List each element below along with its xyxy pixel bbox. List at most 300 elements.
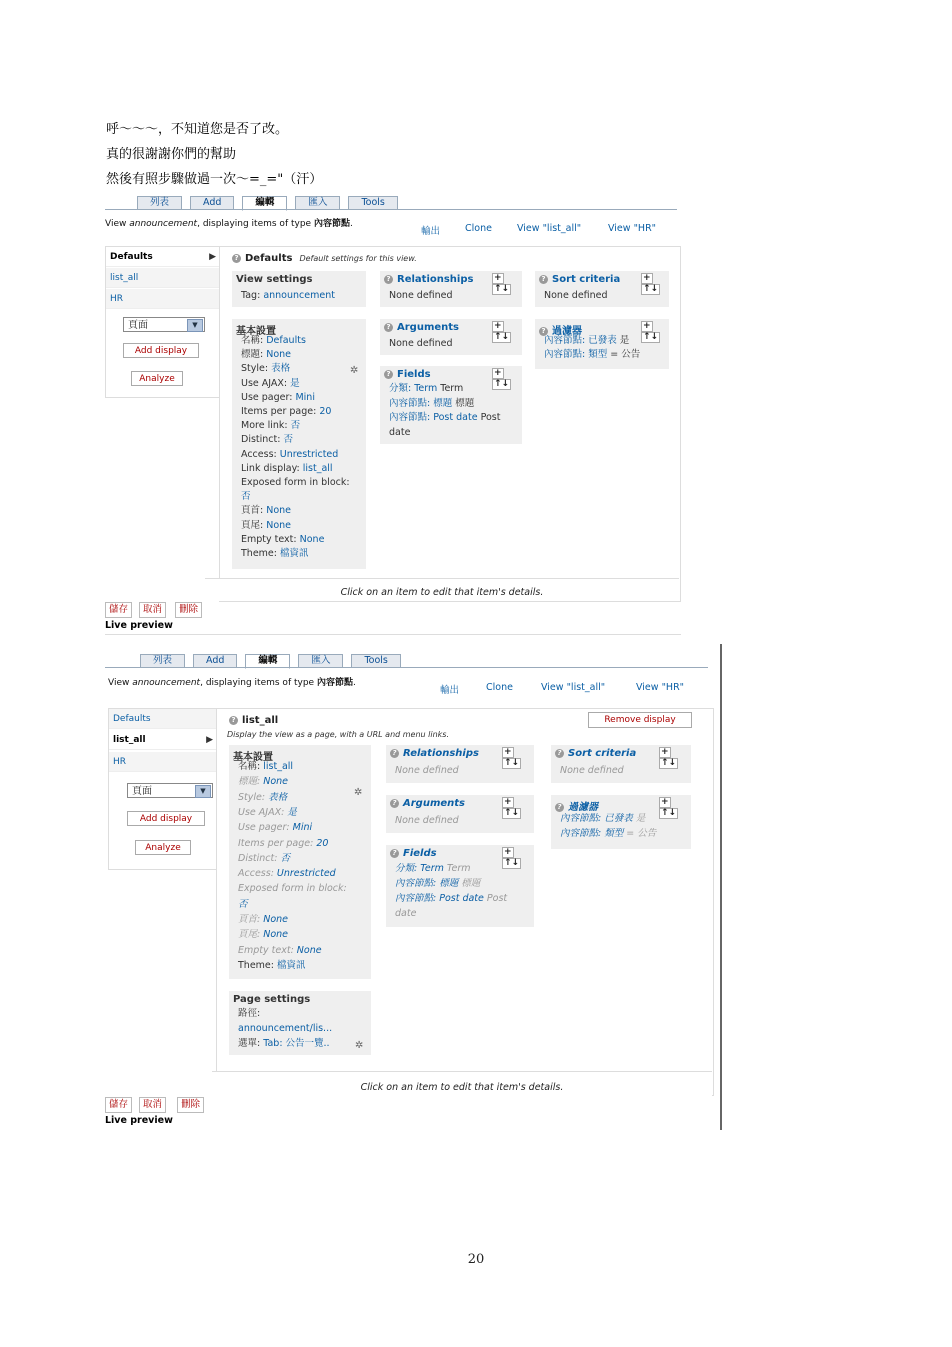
setting-label: Exposed form in block: (241, 477, 350, 488)
setting-label: Style: (238, 791, 269, 803)
setting-row[interactable] (238, 852, 290, 866)
gear-icon[interactable]: ✲ (354, 787, 363, 798)
setting-row[interactable] (395, 907, 416, 921)
view-list-all-link[interactable]: View "list_all" (541, 682, 606, 693)
setting-label: Term (437, 383, 464, 394)
setting-value[interactable]: 內容節點: 類型 (560, 828, 624, 839)
panel-title-text: list_all (242, 715, 279, 726)
add-icon[interactable]: + (643, 321, 651, 331)
setting-value[interactable]: 表格 (268, 791, 288, 803)
rearrange-icon[interactable]: ↑↓ (494, 379, 510, 389)
live-preview-label: Live preview (105, 620, 173, 631)
page-settings-box (229, 991, 371, 1055)
sort-criteria-label: Sort criteria (552, 274, 621, 285)
tab-add[interactable]: Add (190, 196, 234, 210)
setting-value[interactable]: 否 (283, 434, 293, 446)
setting-label: Term (443, 863, 471, 874)
display-type-select[interactable] (127, 783, 213, 798)
help-icon: ? (539, 327, 548, 336)
setting-row[interactable] (241, 504, 291, 518)
setting-label: 頁首: (241, 505, 267, 517)
setting-row[interactable] (544, 348, 640, 362)
screenshot-2 (105, 654, 715, 1132)
sort-criteria-box (551, 745, 691, 783)
setting-value[interactable]: 20 (316, 837, 329, 849)
footer-hint: Click on an item to edit that item's details. (340, 587, 544, 598)
relationships-title[interactable] (390, 748, 479, 759)
analyze-button[interactable]: Analyze (131, 371, 183, 386)
tab-edit[interactable]: 編輯 (245, 654, 290, 669)
setting-row[interactable] (238, 867, 336, 881)
sidebar-item-label: Defaults (110, 252, 153, 262)
setting-value[interactable]: 20 (319, 406, 332, 417)
path-value-text[interactable]: announcement/lis... (238, 1023, 333, 1034)
setting-value[interactable]: 內容節點: 已發表 (560, 813, 633, 824)
arguments-label: Arguments (397, 322, 460, 333)
delete-button[interactable]: 刪除 (175, 602, 202, 618)
defaults-panel (219, 246, 681, 602)
setting-label: 頁尾: (241, 519, 267, 531)
setting-value[interactable]: list_all (302, 462, 333, 474)
clone-link[interactable]: Clone (486, 682, 513, 693)
path-value[interactable] (238, 1022, 332, 1036)
meta-view-name: announcement (132, 678, 201, 688)
add-icon[interactable]: + (661, 797, 669, 807)
setting-label: Use pager: (241, 391, 296, 403)
setting-label: Use pager: (238, 822, 293, 834)
filters-title[interactable] (555, 798, 598, 813)
panel-description: Default settings for this view. (299, 254, 417, 263)
help-icon: ? (384, 370, 393, 379)
setting-row[interactable] (238, 760, 293, 774)
add-rearrange-controls[interactable] (639, 273, 669, 295)
setting-label: Access: (241, 448, 280, 460)
basic-settings-title: 基本設置 (236, 326, 276, 337)
setting-row[interactable] (241, 490, 251, 504)
tag-row[interactable] (241, 289, 335, 303)
tab-underline (105, 667, 708, 668)
arrow-right-icon: ▶ (206, 735, 213, 745)
add-icon[interactable]: + (504, 797, 512, 807)
setting-label: date (395, 908, 417, 919)
path-label: 路徑: (238, 1008, 261, 1019)
setting-row[interactable] (238, 882, 347, 896)
meta-node-type: 內容節點 (316, 678, 353, 688)
filters-box (535, 319, 669, 369)
add-icon[interactable]: + (504, 747, 512, 757)
setting-value[interactable]: 否 (238, 898, 248, 910)
fields-title[interactable] (390, 848, 437, 859)
view-settings-title: View settings (236, 274, 313, 285)
rearrange-icon[interactable]: ↑↓ (504, 758, 520, 768)
help-icon: ? (555, 803, 564, 812)
setting-row[interactable] (238, 775, 288, 789)
meta-end: . (349, 219, 353, 229)
setting-row[interactable] (241, 547, 309, 561)
setting-label: More link: (241, 420, 291, 432)
tag-value[interactable]: announcement (263, 290, 335, 301)
arguments-label: Arguments (403, 798, 466, 809)
arguments-box (386, 795, 534, 833)
setting-row[interactable] (241, 348, 291, 362)
setting-label: Use AJAX: (241, 377, 291, 389)
gear-icon[interactable]: ✲ (355, 1040, 364, 1051)
panel-title (229, 715, 278, 726)
view-hr-link[interactable]: View "HR" (608, 223, 657, 234)
add-icon[interactable]: + (661, 747, 669, 757)
help-icon: ? (384, 275, 393, 284)
setting-row[interactable] (560, 812, 645, 826)
menu-row[interactable] (238, 1037, 330, 1051)
setting-value[interactable]: None (266, 519, 292, 531)
setting-row[interactable] (238, 959, 306, 973)
filters-label: 過濾器 (568, 802, 598, 813)
setting-row[interactable] (238, 928, 288, 942)
add-rearrange-controls[interactable] (490, 321, 522, 343)
setting-label: Access: (238, 868, 277, 880)
rearrange-icon[interactable]: ↑↓ (643, 284, 659, 294)
delete-button[interactable]: 刪除 (177, 1097, 204, 1113)
clone-link[interactable]: Clone (465, 223, 492, 234)
setting-row[interactable] (389, 397, 474, 411)
add-rearrange-controls[interactable] (657, 747, 691, 769)
setting-row[interactable] (238, 944, 322, 958)
arguments-title[interactable] (390, 798, 465, 809)
setting-row[interactable] (241, 377, 300, 391)
menu-label: 選單: (238, 1038, 264, 1049)
help-icon: ? (384, 323, 393, 332)
sort-criteria-box (535, 271, 669, 307)
setting-value[interactable]: 內容節點: Post date (395, 893, 484, 904)
meta-prefix: View (108, 678, 133, 688)
panel-title (232, 253, 417, 264)
relationships-body: None defined (395, 765, 459, 776)
fields-label: Fields (403, 848, 437, 859)
panel-footer (205, 578, 679, 601)
setting-value[interactable]: None (263, 776, 289, 788)
fields-title[interactable] (384, 369, 431, 380)
tab-add[interactable]: Add (193, 654, 237, 668)
setting-value[interactable]: None (266, 349, 292, 361)
setting-label: Distinct: (241, 434, 284, 446)
add-icon[interactable]: + (494, 273, 502, 283)
filters-box (551, 795, 691, 849)
rearrange-icon[interactable]: ↑↓ (504, 858, 520, 868)
setting-label: 頁首: (238, 914, 264, 925)
setting-row[interactable] (241, 462, 333, 476)
footer-hint: Click on an item to edit that item's details. (360, 1082, 564, 1093)
rearrange-icon[interactable]: ↑↓ (643, 332, 659, 342)
add-rearrange-controls[interactable] (490, 273, 522, 295)
display-type-value: 頁面 (132, 786, 152, 797)
view-list-all-link[interactable]: View "list_all" (517, 223, 582, 234)
rearrange-icon[interactable]: ↑↓ (494, 332, 510, 342)
filters-label: 過濾器 (552, 326, 582, 337)
panel-footer (212, 1071, 712, 1096)
help-icon: ? (539, 275, 548, 284)
sort-criteria-body: None defined (544, 290, 608, 301)
setting-label: Empty text: (238, 944, 297, 956)
setting-row[interactable] (241, 519, 291, 533)
setting-row[interactable] (238, 837, 328, 851)
setting-label: 頁尾: (238, 929, 264, 941)
setting-row[interactable] (395, 877, 480, 891)
setting-value[interactable]: None (263, 914, 289, 925)
setting-label: Link display: (241, 462, 303, 474)
setting-label: Use AJAX: (238, 806, 288, 818)
setting-label: Distinct: (238, 852, 281, 864)
tab-import[interactable]: 匯入 (298, 654, 343, 668)
gear-icon[interactable]: ✲ (350, 365, 359, 376)
page-number: 20 (467, 1252, 485, 1267)
display-sidebar (105, 246, 220, 398)
sort-criteria-body: None defined (560, 765, 624, 776)
tab-import[interactable]: 匯入 (295, 196, 340, 210)
add-display-button[interactable]: Add display (123, 343, 199, 358)
setting-label: Theme: (241, 548, 280, 559)
relationships-box (380, 271, 522, 307)
setting-row[interactable] (241, 391, 315, 405)
arguments-body: None defined (395, 815, 459, 826)
meta-node-type: 內容節點 (313, 219, 350, 229)
setting-row[interactable] (389, 411, 500, 425)
setting-value[interactable]: Mini (292, 822, 313, 834)
add-icon[interactable]: + (494, 368, 502, 378)
setting-value[interactable]: 內容節點: Post date (389, 412, 478, 423)
setting-row[interactable] (238, 913, 288, 927)
setting-value[interactable]: 是 (287, 806, 297, 818)
sort-criteria-title[interactable] (555, 748, 636, 759)
setting-label: = 公告 (623, 828, 657, 839)
divider (105, 634, 681, 635)
arguments-title[interactable] (384, 322, 459, 333)
intro-line-2: 真的很謝謝你們的幫助 (106, 147, 237, 162)
intro-line-3: 然後有照步驟做過一次～=_="（汗） (106, 172, 323, 187)
screenshot-1 (105, 196, 685, 636)
setting-value[interactable]: 否 (241, 491, 251, 503)
list-all-panel (216, 708, 714, 1096)
relationships-title[interactable] (384, 274, 473, 285)
setting-row[interactable] (389, 426, 410, 440)
setting-row[interactable] (241, 448, 338, 462)
rearrange-icon[interactable]: ↑↓ (661, 808, 677, 818)
setting-value[interactable]: 是 (290, 377, 300, 389)
tab-tools[interactable]: Tools (348, 196, 397, 210)
sidebar-item-defaults[interactable] (106, 247, 220, 267)
view-description (108, 678, 393, 689)
sidebar-item-list-all[interactable]: list_all (106, 268, 220, 288)
help-icon: ? (390, 799, 399, 808)
setting-label: 標題: (238, 776, 264, 788)
setting-value[interactable]: Defaults (266, 335, 306, 346)
setting-value[interactable]: 內容節點: 標題 (395, 878, 459, 889)
tab-list[interactable]: 列表 (137, 196, 182, 210)
tab-bar (137, 196, 406, 210)
help-icon: ? (232, 254, 241, 263)
meta-end: . (352, 678, 356, 688)
arguments-body: None defined (389, 338, 453, 349)
analyze-button[interactable]: Analyze (135, 840, 191, 855)
setting-label: Items per page: (241, 406, 320, 417)
meta-view-name: announcement (129, 219, 198, 229)
setting-value[interactable]: None (266, 505, 292, 517)
save-button[interactable]: 儲存 (105, 1097, 132, 1113)
tag-label: Tag: (241, 290, 264, 301)
setting-value[interactable]: None (263, 929, 289, 941)
cancel-button[interactable]: 取消 (139, 602, 166, 618)
add-rearrange-controls[interactable] (490, 368, 522, 390)
setting-row[interactable] (395, 892, 507, 906)
display-sidebar (108, 708, 217, 870)
setting-label: 是 (632, 813, 646, 824)
setting-row[interactable] (241, 334, 306, 348)
meta-mid: , displaying items of type (200, 678, 317, 688)
setting-value[interactable]: list_all (263, 761, 294, 772)
help-icon: ? (390, 849, 399, 858)
setting-value[interactable]: 否 (280, 852, 290, 864)
setting-value[interactable]: 分類: Term (389, 383, 438, 394)
basic-settings-box (232, 319, 366, 569)
remove-display-button[interactable]: Remove display (588, 712, 692, 728)
setting-row[interactable] (238, 898, 248, 912)
scrollbar-edge (720, 644, 722, 1130)
setting-row[interactable] (238, 821, 312, 835)
setting-value[interactable]: 否 (290, 420, 301, 432)
setting-row[interactable] (241, 476, 350, 490)
setting-value[interactable]: 分類: Term (395, 863, 444, 874)
setting-row[interactable] (389, 382, 463, 396)
rearrange-icon[interactable]: ↑↓ (504, 808, 520, 818)
setting-row[interactable] (395, 862, 471, 876)
chevron-down-icon: ▼ (195, 785, 211, 798)
add-icon[interactable]: + (494, 321, 502, 331)
setting-label: Theme: (238, 959, 277, 971)
sort-criteria-title[interactable] (539, 274, 620, 285)
display-type-select[interactable] (123, 317, 205, 332)
setting-label: 名稱: (241, 335, 267, 346)
page-settings-title: Page settings (233, 994, 311, 1005)
help-icon: ? (229, 716, 238, 725)
fields-label: Fields (397, 369, 431, 380)
fields-box (380, 366, 522, 444)
setting-row[interactable] (241, 405, 331, 419)
meta-mid: , displaying items of type (197, 219, 314, 229)
tab-bar (140, 654, 409, 668)
setting-value[interactable]: Mini (295, 391, 315, 403)
add-rearrange-controls[interactable] (639, 321, 669, 343)
panel-description: Display the view as a page, with a URL and menu links. (227, 730, 450, 739)
setting-row[interactable] (241, 362, 290, 376)
setting-row[interactable] (238, 806, 297, 820)
setting-label: 是 (616, 335, 630, 346)
view-hr-link[interactable]: View "HR" (636, 682, 685, 693)
chevron-down-icon: ▼ (187, 319, 203, 332)
setting-value[interactable]: 檔資訊 (277, 959, 306, 971)
rearrange-icon[interactable]: ↑↓ (661, 758, 677, 768)
sort-criteria-label: Sort criteria (568, 748, 637, 759)
sidebar-item-list-all[interactable] (109, 730, 217, 750)
setting-value[interactable]: 表格 (271, 363, 291, 375)
live-preview-label: Live preview (105, 1115, 173, 1126)
add-rearrange-controls[interactable] (500, 747, 534, 769)
setting-value[interactable]: 內容節點: 標題 (389, 397, 453, 409)
view-description (105, 219, 375, 230)
view-settings-box (232, 271, 366, 307)
tab-edit[interactable]: 編輯 (242, 196, 287, 211)
setting-label: Style: (241, 363, 272, 375)
setting-row[interactable] (544, 334, 629, 348)
arrow-right-icon: ▶ (209, 252, 216, 262)
setting-label: Post (477, 412, 501, 423)
add-rearrange-controls[interactable] (500, 847, 534, 869)
basic-settings-box (229, 745, 371, 979)
sidebar-item-hr[interactable]: HR (106, 289, 220, 309)
menu-value[interactable]: Tab: 公告一覽.. (263, 1038, 330, 1049)
setting-value[interactable]: None (299, 533, 325, 545)
setting-value[interactable]: Unrestricted (279, 448, 339, 460)
setting-label: date (389, 426, 411, 438)
setting-value[interactable]: 內容節點: 類型 (544, 349, 608, 360)
relationships-body: None defined (389, 290, 453, 301)
help-icon: ? (555, 749, 564, 758)
setting-label: Exposed form in block: (238, 883, 347, 895)
setting-label: 名稱: (238, 761, 264, 772)
setting-value[interactable]: 檔資訊 (280, 548, 309, 559)
display-type-value: 頁面 (128, 320, 148, 331)
add-icon[interactable]: + (643, 273, 651, 283)
save-button[interactable]: 儲存 (105, 602, 132, 618)
setting-row[interactable] (238, 791, 287, 805)
add-icon[interactable]: + (504, 847, 512, 857)
setting-label: Post (483, 893, 508, 904)
add-rearrange-controls[interactable] (500, 797, 534, 819)
setting-label: Empty text: (241, 533, 300, 545)
relationships-box (386, 745, 534, 783)
tab-list[interactable]: 列表 (140, 654, 185, 668)
export-link[interactable]: 輸出 (421, 226, 441, 237)
setting-value[interactable]: Unrestricted (276, 868, 336, 880)
setting-row[interactable] (241, 419, 300, 433)
setting-label: 標題 (452, 397, 475, 409)
tab-tools[interactable]: Tools (351, 654, 400, 668)
sidebar-item-defaults[interactable]: Defaults (109, 709, 217, 729)
rearrange-icon[interactable]: ↑↓ (494, 284, 510, 294)
relationships-label: Relationships (403, 748, 479, 759)
cancel-button[interactable]: 取消 (139, 1097, 166, 1113)
relationships-label: Relationships (397, 274, 474, 285)
setting-value[interactable]: None (296, 944, 322, 956)
setting-label: 標題: (241, 349, 267, 361)
intro-line-1: 呼～～～，不知道您是否了改。 (106, 122, 289, 137)
panel-title-text: Defaults (245, 253, 293, 264)
setting-row[interactable] (560, 827, 656, 841)
setting-label: 標題 (458, 878, 481, 889)
basic-settings-title: 基本設置 (233, 752, 273, 763)
setting-row[interactable] (241, 533, 324, 547)
add-display-button[interactable]: Add display (127, 811, 205, 826)
tab-underline (105, 209, 677, 210)
sidebar-item-label: list_all (113, 735, 146, 745)
setting-row[interactable] (241, 433, 293, 447)
setting-value[interactable]: 內容節點: 已發表 (544, 335, 617, 346)
setting-label: = 公告 (607, 349, 641, 360)
add-rearrange-controls[interactable] (657, 797, 691, 819)
export-link[interactable]: 輸出 (440, 685, 460, 696)
fields-box (386, 845, 534, 927)
arguments-box (380, 319, 522, 355)
meta-prefix: View (105, 219, 130, 229)
sidebar-item-hr[interactable]: HR (109, 752, 217, 772)
